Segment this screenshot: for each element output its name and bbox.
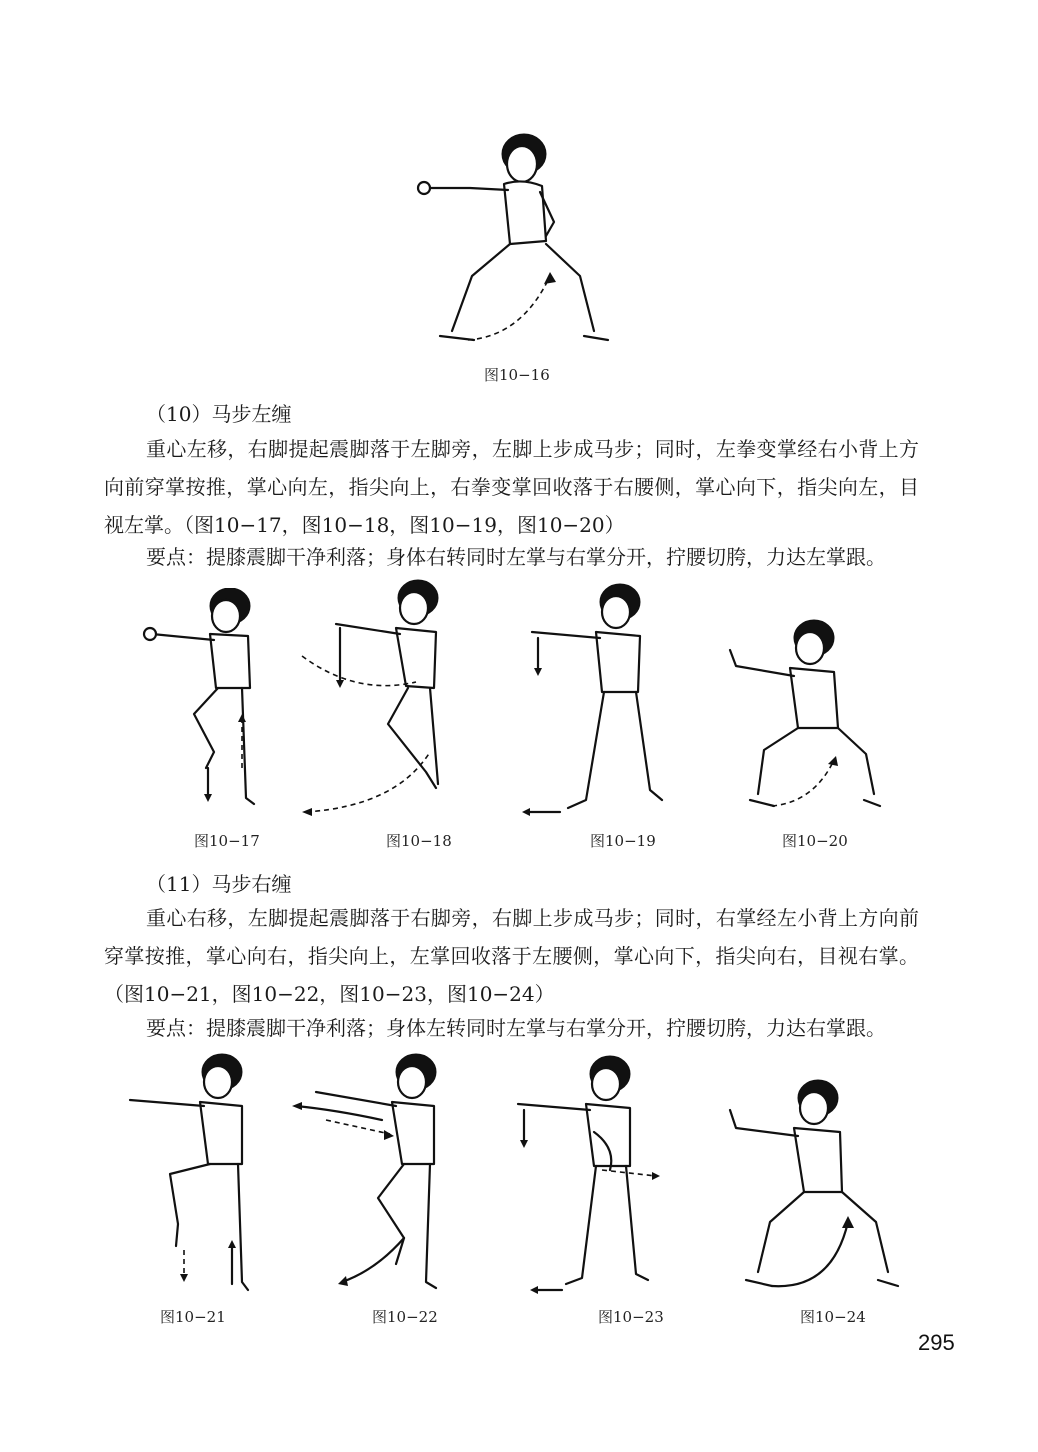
- page-number: 295: [918, 1330, 955, 1355]
- figure-caption: 图10−24: [800, 1308, 866, 1326]
- figure-caption: 图10−21: [160, 1308, 226, 1326]
- figure-caption: 图10−18: [386, 832, 452, 850]
- section-11-paragraph: 重心右移，左脚提起震脚落于右脚旁，右脚上步成马步；同时，右掌经左小背上方向前穿掌按推，掌心向右，指尖向上，左掌回收落于左腰侧，掌心向下，指尖向右，目视右掌。（图10−21，图10−22，图10−23，图10−24）: [104, 906, 919, 1006]
- figure-10-16-illustration: [412, 126, 612, 356]
- figure-10-19-illustration: [516, 580, 676, 820]
- figure-10-23-illustration: [506, 1052, 672, 1298]
- figure-10-18-illustration: [296, 576, 476, 820]
- section-10-keypoint: 要点：提膝震脚干净利落；身体右转同时左掌与右掌分开，拧腰切胯，力达左掌跟。: [146, 545, 886, 569]
- figure-caption: 图10−23: [598, 1308, 664, 1326]
- figure-caption: 图10−17: [194, 832, 260, 850]
- section-10-heading: （10）马步左缠: [146, 402, 292, 426]
- figure-caption: 图10−19: [590, 832, 656, 850]
- figure-10-22-illustration: [286, 1050, 466, 1298]
- figure-10-17-illustration: [138, 588, 278, 820]
- figure-10-20-illustration: [714, 616, 884, 820]
- figure-10-24-illustration: [722, 1076, 902, 1298]
- section-11-heading: （11）马步右缠: [146, 872, 292, 896]
- section-10-paragraph: 重心左移，右脚提起震脚落于左脚旁，左脚上步成马步；同时，左拳变掌经右小背上方向前穿掌按推，掌心向左，指尖向上，右拳变掌回收落于右腰侧，掌心向下，指尖向左，目视左掌。（图10−17，图10−18，图10−19，图10−20）: [104, 437, 919, 537]
- figure-10-21-illustration: [118, 1050, 268, 1300]
- figure-caption: 图10−22: [372, 1308, 438, 1326]
- figure-caption: 图10−20: [782, 832, 848, 850]
- figure-caption: 图10−16: [484, 366, 550, 384]
- section-11-keypoint: 要点：提膝震脚干净利落；身体左转同时左掌与右掌分开，拧腰切胯，力达右掌跟。: [146, 1016, 886, 1040]
